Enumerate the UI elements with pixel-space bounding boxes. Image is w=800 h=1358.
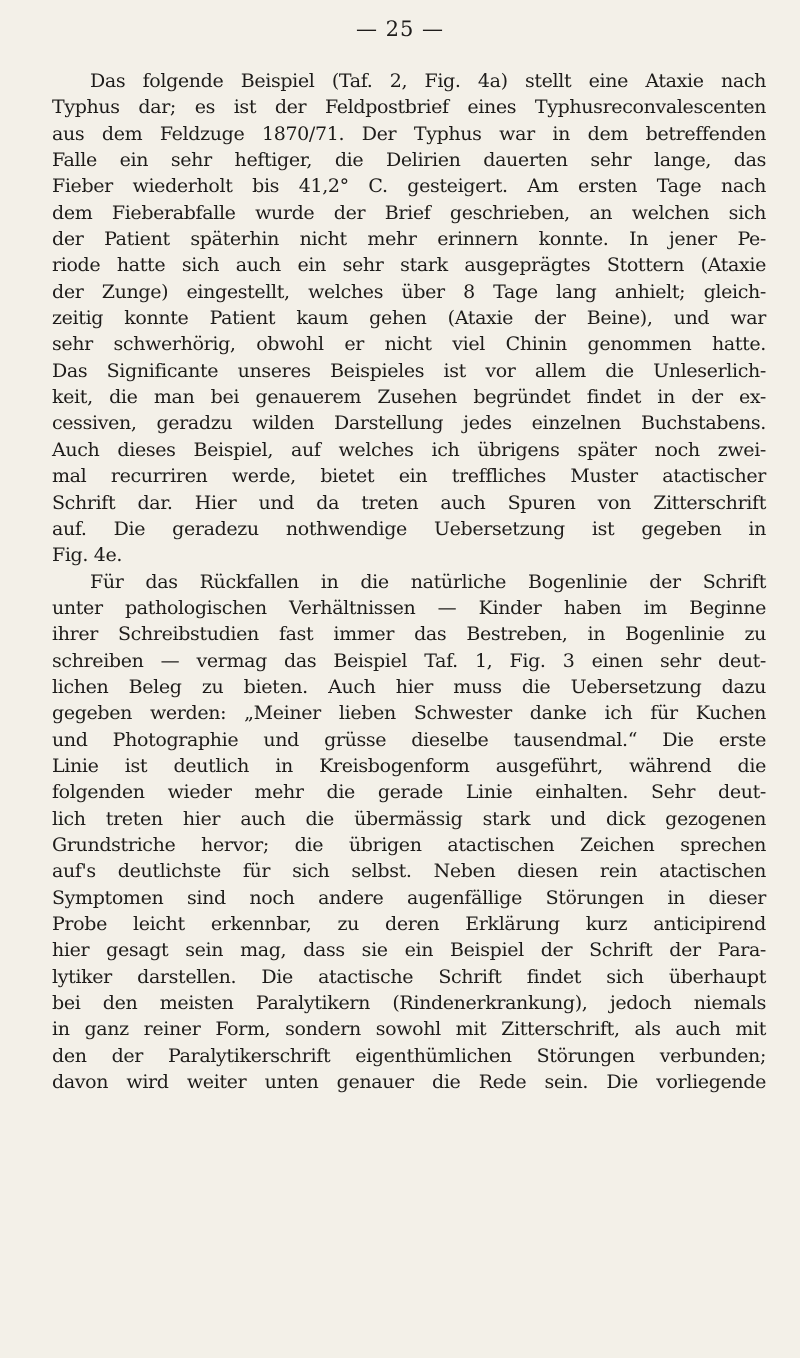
text-line: schreiben — vermag das Beispiel Taf. 1, Fig. 3 einen sehr deut- (52, 649, 766, 672)
text-line: sehr schwerhörig, obwohl er nicht viel Chinin genommen hatte. (52, 333, 766, 356)
paragraph-1 (52, 68, 766, 569)
text-line: Fieber wiederholt bis 41,2° C. gesteigert. Am ersten Tage nach (52, 175, 766, 198)
body-text (52, 68, 766, 1095)
text-line: hier gesagt sein mag, dass sie ein Beispiel der Schrift der Para- (52, 939, 766, 962)
text-line: unter pathologischen Verhältnissen — Kinder haben im Beginne (52, 596, 766, 619)
text-line: zeitig konnte Patient kaum gehen (Ataxie der Beine), und war (52, 307, 766, 330)
text-line: folgenden wieder mehr die gerade Linie einhalten. Sehr deut- (52, 781, 766, 804)
text-line: Grundstriche hervor; die übrigen atactischen Zeichen sprechen (52, 833, 766, 856)
text-line: Für das Rückfallen in die natürliche Bogenlinie der Schrift (90, 570, 766, 593)
text-line: Falle ein sehr heftiger, die Delirien dauerten sehr lange, das (52, 149, 766, 172)
text-line: Schrift dar. Hier und da treten auch Spuren von Zitterschrift (52, 491, 766, 514)
text-line: ihrer Schreibstudien fast immer das Bestreben, in Bogenlinie zu (52, 623, 766, 646)
text-line: in ganz reiner Form, sondern sowohl mit Zitterschrift, als auch mit (52, 1018, 766, 1041)
text-line: mal recurriren werde, bietet ein treffliches Muster atactischer (52, 465, 766, 488)
text-line: lichen Beleg zu bieten. Auch hier muss die Uebersetzung dazu (52, 675, 766, 698)
text-line: Probe leicht erkennbar, zu deren Erklärung kurz anticipirend (52, 913, 766, 935)
text-line: keit, die man bei genauerem Zusehen begründet findet in der ex- (52, 386, 766, 409)
text-line: Symptomen sind noch andere augenfällige Störungen in dieser (52, 886, 766, 909)
text-line: davon wird weiter unten genauer die Rede sein. Die vorliegende (52, 1071, 766, 1094)
text-line: der Zunge) eingestellt, welches über 8 Tage lang anhielt; gleich- (52, 280, 766, 303)
text-line: Linie ist deutlich in Kreisbogenform ausgeführt, während die (52, 754, 766, 777)
text-line: Fig. 4e. (52, 544, 123, 567)
text-line: lytiker darstellen. Die atactische Schrift findet sich überhaupt (52, 965, 766, 988)
text-line: auf's deutlichste für sich selbst. Neben diesen rein atactischen (52, 860, 766, 883)
page-number: — 25 — (355, 17, 445, 41)
text-line: cessiven, geradzu wilden Darstellung jedes einzelnen Buchstabens. (52, 412, 766, 435)
text-line: riode hatte sich auch ein sehr stark ausgeprägtes Stottern (Ataxie (52, 254, 766, 277)
text-line: den der Paralytikerschrift eigenthümlichen Störungen verbunden; (52, 1044, 766, 1067)
text-line: auf. Die geradezu nothwendige Uebersetzung ist gegeben in (52, 517, 766, 540)
text-line: dem Fieberabfalle wurde der Brief geschrieben, an welchen sich (52, 201, 766, 224)
text-line: Das Significante unseres Beispieles ist vor allem die Unleserlich- (52, 359, 766, 382)
text-line: der Patient späterhin nicht mehr erinnern konnte. In jener Pe- (52, 228, 766, 251)
text-line: lich treten hier auch die übermässig stark und dick gezogenen (52, 807, 766, 830)
text-line: aus dem Feldzuge 1870/71. Der Typhus war in dem betreffenden (52, 122, 766, 145)
paragraph-2 (52, 569, 766, 1096)
text-line: bei den meisten Paralytikern (Rindenerkrankung), jedoch niemals (52, 992, 766, 1015)
text-line: und Photographie und grüsse dieselbe tausendmal.“ Die erste (52, 728, 766, 751)
text-line: Das folgende Beispiel (Taf. 2, Fig. 4a) stellt eine Ataxie nach (90, 70, 766, 92)
text-line: gegeben werden: „Meiner lieben Schwester danke ich für Kuchen (52, 702, 766, 725)
text-line: Auch dieses Beispiel, auf welches ich übrigens später noch zwei- (52, 438, 766, 461)
text-line: Typhus dar; es ist der Feldpostbrief eines Typhusreconvalescenten (52, 96, 766, 119)
